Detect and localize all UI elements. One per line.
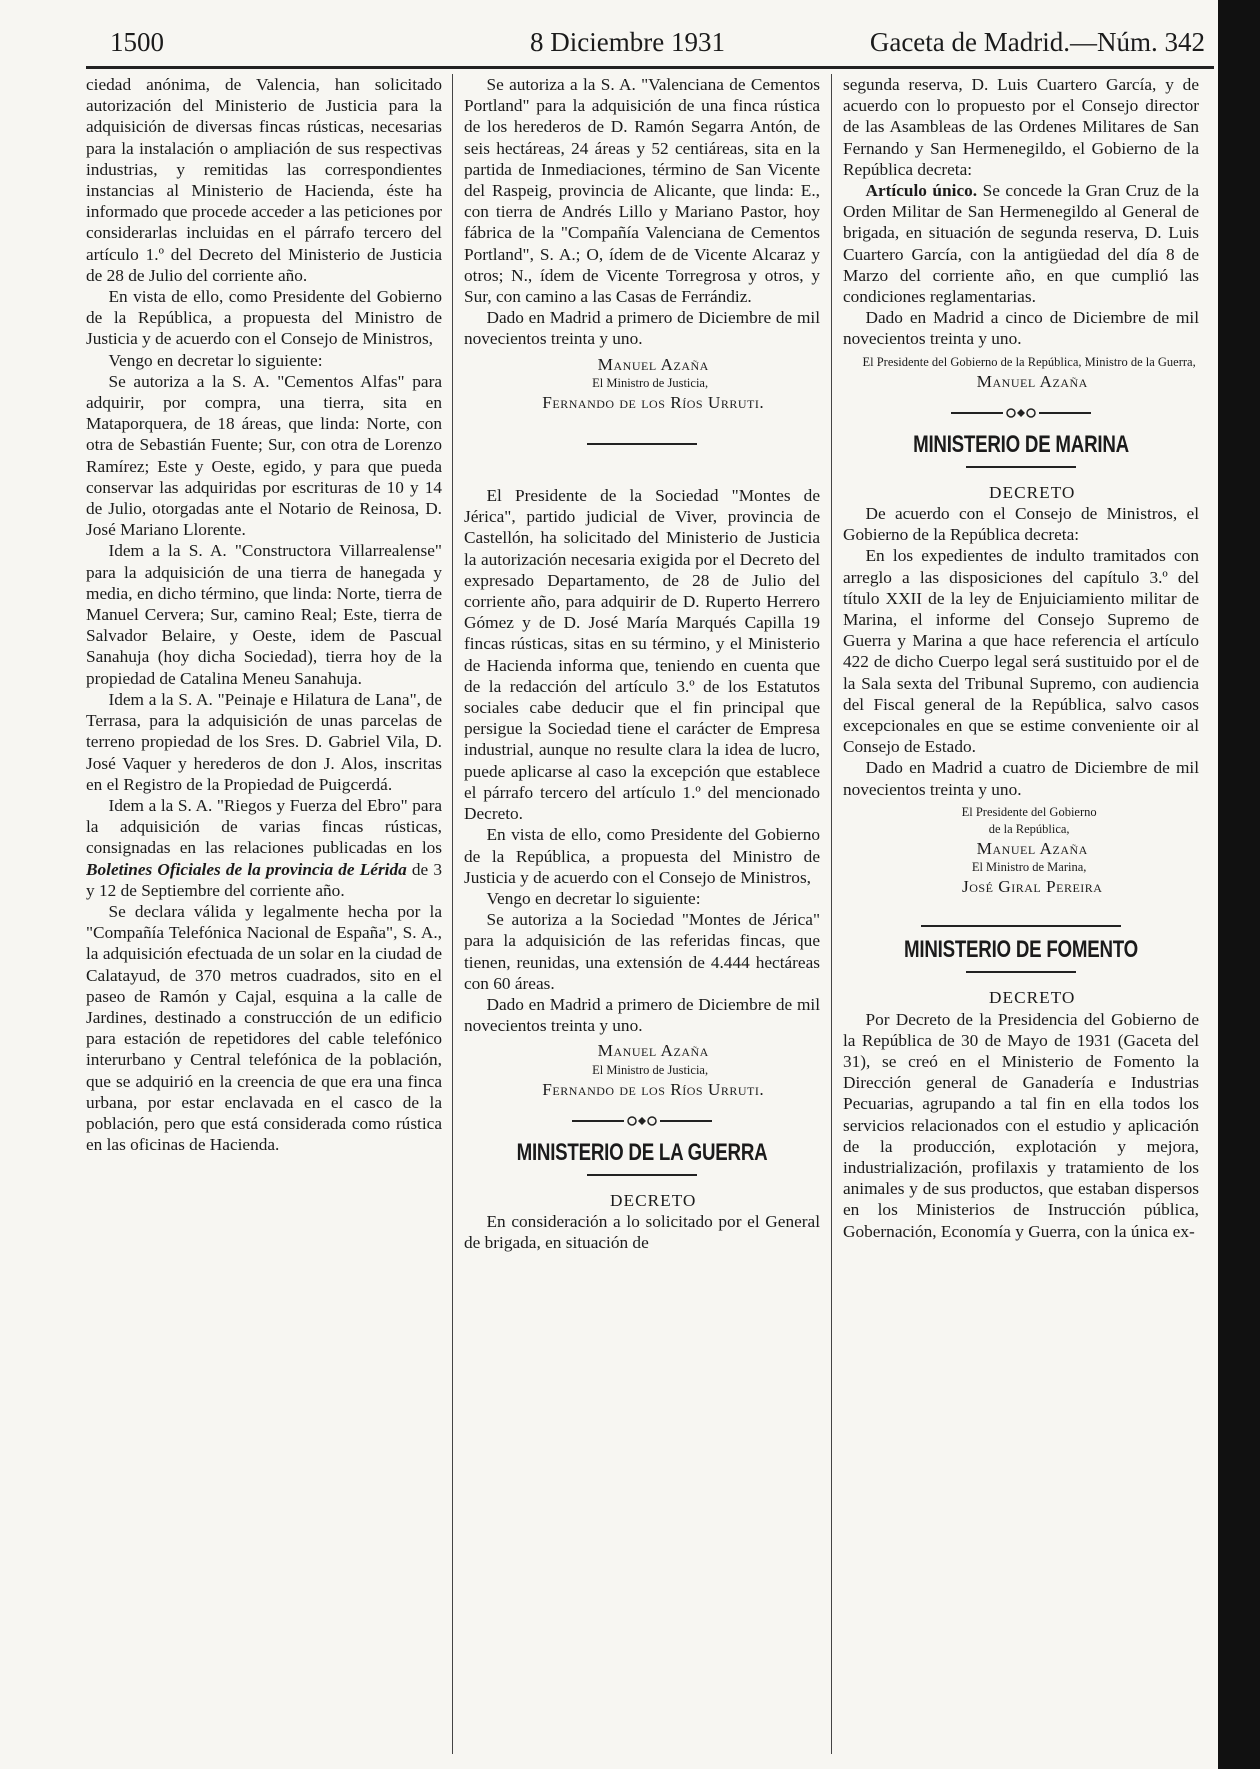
column-2 xyxy=(464,74,820,1754)
signature-role: El Presidente del Gobierno xyxy=(961,804,1097,819)
paragraph: Idem a la S. A. "Constructora Villarrealense" para la adquisición de una tierra de hanegada y media, en dicho término, que linda: Norte, tierra de Manuel Cervera; Sur, camino Real; Este, tierra de Salvador Belaire, y Oeste, idem de Pascual Sanahuja (hoy dicha Sociedad), tierra hoy de la propiedad de Catalina Meneu Sanahuja. xyxy=(86,541,442,688)
page-number: 1500 xyxy=(110,27,164,57)
section-divider xyxy=(587,443,697,445)
paragraph: En vista de ello, como Presidente del Gobierno de la República, a propuesta del Ministro de Justicia y de acuerdo con el Consejo de Ministros, xyxy=(86,287,442,349)
paragraph: En los expedientes de indulto tramitados con arreglo a las disposiciones del capítulo 3.º del título XXII de la ley de Enjuiciamiento militar de Marina, el informe del Consejo Supremo de Guerra y Marina a que hace referencia el artículo 422 de dicho Cuerpo legal será sustituido por el de la Sala sexta del Tribunal Supremo, con audiencia del Fiscal general de la República, salvo casos excepcionales en que se estime conveniente oir al Consejo de Estado. xyxy=(843,546,1199,757)
paragraph: Se autoriza a la S. A. "Cementos Alfas" para adquirir, por compra, una tierra, sita en Mataporquera, de 18 áreas, que linda: Norte, con otra de Sebastián Fuente; Sur, con otra de Lorenzo Ramírez; Este y Oeste, egido, y para que pueda conservar las adquiridas por escrituras de 10 y 14 de Julio, otorgadas ante el Notario de Reinosa, D. José Mariano Llorente. xyxy=(86,371,442,540)
signature-name: Manuel Azaña xyxy=(597,1041,709,1061)
paragraph: Dado en Madrid a cinco de Diciembre de mil novecientos treinta y uno. xyxy=(843,308,1199,349)
column-divider xyxy=(452,74,453,1754)
page-header xyxy=(110,22,1205,62)
column-divider xyxy=(831,74,832,1754)
paragraph-text: Idem a la S. A. "Riegos y Fuerza del Ebro" para la adquisición de varias fincas rústicas, consignadas en las relaciones publicadas en los xyxy=(86,795,442,858)
signature-name: Manuel Azaña xyxy=(976,371,1088,391)
signature-role: El Presidente del Gobierno de la República, Ministro de la Guerra, xyxy=(862,354,1196,369)
heading-rule xyxy=(966,466,1076,468)
paragraph-text: de 3 y 12 de Septiembre del corriente año. xyxy=(86,859,442,900)
ornament-divider xyxy=(951,406,1091,420)
paragraph: Dado en Madrid a primero de Diciembre de mil novecientos treinta y uno. xyxy=(464,994,820,1036)
paragraph: Se declara válida y legalmente hecha por la "Compañía Telefónica Nacional de España", S. A., la adquisición efectuada de un solar en la ciudad de Calatayud, de 370 metros cuadrados, sito en el paseo de Ramón y Cajal, esquina a la calle de Jardines, destinado a construcción de un edificio para estación de repetidores del cable telefónico interurbano y Central telefónica de la población, que se adquirió en la creencia de que era una finca urbana, por estar enclavada en el casco de la población, pero que está considerada como rústica en las oficinas de Hacienda. xyxy=(86,901,442,1155)
signature-role: El Ministro de Marina, xyxy=(971,860,1087,875)
signature-minister: Fernando de los Ríos Urruti. xyxy=(542,392,765,412)
paragraph: El Presidente de la Sociedad "Montes de Jérica", partido judicial de Viver, provincia de Castellón, ha solicitado del Ministerio de Justicia la autorización necesaria exigida por el Decreto del expresado Departamento, de 28 de Julio del corriente año, para adquirir de D. Ruperto Herrero Gómez y de D. José María Marqués Capilla 19 fincas rústicas, sitas en su término, y el Ministerio de Hacienda informa que, teniendo en cuenta que de la redacción del artículo 3.º de los Estatutos sociales cabe deducir que el fin principal que persigue la Sociedad tiene el carácter de Empresa industrial, aunque no resulte clara la idea de lucro, puede aplicarse al caso la excepción que establece el párrafo tercero del artículo 1.º del mencionado Decreto. xyxy=(464,486,820,824)
paragraph: Idem a la S. A. "Peinaje e Hilatura de Lana", de Terrasa, para la adquisición de unas parcelas de terreno propiedad de los Sres. D. Gabriel Vila, D. José Vaquer y herederos de don J. Alos, inscritas en el Registro de la Propiedad de Puigcerdá. xyxy=(86,689,442,794)
signature-minister: Fernando de los Ríos Urruti. xyxy=(542,1079,765,1099)
paragraph-text: Se concede la Gran Cruz de la Orden Militar de San Hermenegildo al General de brigada, en situación de segunda reserva, D. Luis Cuartero García, con la antigüedad del día 8 de Marzo del corriente año, en que cumplió las condiciones reglamentarias. xyxy=(843,181,1199,307)
column-1 xyxy=(86,74,442,1754)
decree-heading: DECRETO xyxy=(989,988,1076,1008)
paragraph: Se autoriza a la S. A. "Valenciana de Cementos Portland" para la adquisición de una finca rústica de los herederos de D. Ramón Segarra Antón, de seis hectáreas, 24 áreas y 52 centiáreas, sita en la partida de Inmediaciones, término de San Vicente del Raspeig, provincia de Alicante, que linda: E., con tierra de Andrés Lillo y Mariano Pastor, hoy fábrica de la "Compañía Valenciana de Cementos Portland", S. A.; O, ídem de de Vicente Alcaraz y otros; N., ídem de Vicente Torregrosa y otros, y Sur, con camino a las Casas de Ferrándiz. xyxy=(464,75,820,307)
signature-minister: José Giral Pereira xyxy=(962,877,1103,897)
ministry-heading: MINISTERIO DE MARINA xyxy=(913,430,1129,458)
decree-heading: DECRETO xyxy=(989,482,1076,502)
heading-rule xyxy=(587,1174,697,1176)
article-label: Artículo único. xyxy=(865,181,978,201)
scan-edge xyxy=(1218,0,1260,1769)
paragraph: ciedad anónima, de Valencia, han solicitado autorización del Ministerio de Justicia para la adquisición de diversas fincas rústicas, necesarias para la instalación o ampliación de sus respectivas industrias, y remitidas las correspondientes instancias al Ministerio de Hacienda, éste ha informado que procede acceder a las peticiones por considerarlas incluidas en el párrafo tercero del artículo 1.º del Decreto del Ministerio de Justicia de 28 de Julio del corriente año. xyxy=(86,75,442,285)
paragraph: Se autoriza a la Sociedad "Montes de Jérica" para la adquisición de las referidas fincas, que tienen, reunidas, una extensión de 4.444 hectáreas con 60 áreas. xyxy=(464,910,820,993)
spacer xyxy=(843,897,1199,919)
paragraph: segunda reserva, D. Luis Cuartero García, y de acuerdo con lo propuesto por el Consejo director de las Asambleas de las Ordenes Militares de San Fernando y San Hermenegildo, el Gobierno de la República decreta: xyxy=(843,75,1199,179)
ministry-heading: MINISTERIO DE LA GUERRA xyxy=(516,1138,768,1166)
signature-name: Manuel Azaña xyxy=(597,354,709,374)
header-rule xyxy=(86,66,1214,69)
signature-name: Manuel Azaña xyxy=(976,838,1088,858)
paragraph xyxy=(843,180,1199,307)
paragraph: De acuerdo con el Consejo de Ministros, el Gobierno de la República decreta: xyxy=(843,504,1199,545)
decree-heading: DECRETO xyxy=(610,1190,697,1210)
signature-role: El Ministro de Justicia, xyxy=(592,1062,709,1077)
ministry-heading: MINISTERIO DE FOMENTO xyxy=(904,936,1138,964)
section-rule xyxy=(921,925,1121,927)
paragraph: En consideración a lo solicitado por el General de brigada, en situación de xyxy=(464,1211,820,1253)
heading-rule xyxy=(966,971,1076,973)
paragraph: En vista de ello, como Presidente del Gobierno de la República, a propuesta del Ministro de Justicia y de acuerdo con el Consejo de Ministros, xyxy=(464,825,820,887)
signature-role: El Ministro de Justicia, xyxy=(592,375,709,390)
gazette-title: Gaceta de Madrid.—Núm. 342 xyxy=(869,27,1205,57)
column-3 xyxy=(843,74,1199,1754)
ornament-divider xyxy=(572,1114,712,1128)
paragraph: Vengo en decretar lo siguiente: xyxy=(486,888,701,908)
signature-role: de la República, xyxy=(988,821,1070,836)
paragraph xyxy=(86,795,442,901)
issue-date: 8 Diciembre 1931 xyxy=(530,27,725,57)
paragraph: Dado en Madrid a primero de Diciembre de mil novecientos treinta y uno. xyxy=(464,308,820,349)
bulletin-title: Boletines Oficiales de la provincia de Lérida xyxy=(86,859,407,879)
paragraph: Dado en Madrid a cuatro de Diciembre de mil novecientos treinta y uno. xyxy=(843,758,1199,799)
paragraph: Vengo en decretar lo siguiente: xyxy=(108,350,323,370)
paragraph: Por Decreto de la Presidencia del Gobierno de la República de 30 de Mayo de 1931 (Gaceta del 31), se creó en el Ministerio de Fomento la Dirección general de Ganadería e Industrias Pecuarias, agrupando a tal fin en ella todos los servicios relacionados con el estudio y aplicación de la producción, explotación y mejora, industrialización, profilaxis y tratamiento de los animales y de sus productos, que estaban dispersos en los Ministerios de Instrucción pública, Gobernación, Economía y Guerra, con la única ex- xyxy=(843,1009,1199,1241)
